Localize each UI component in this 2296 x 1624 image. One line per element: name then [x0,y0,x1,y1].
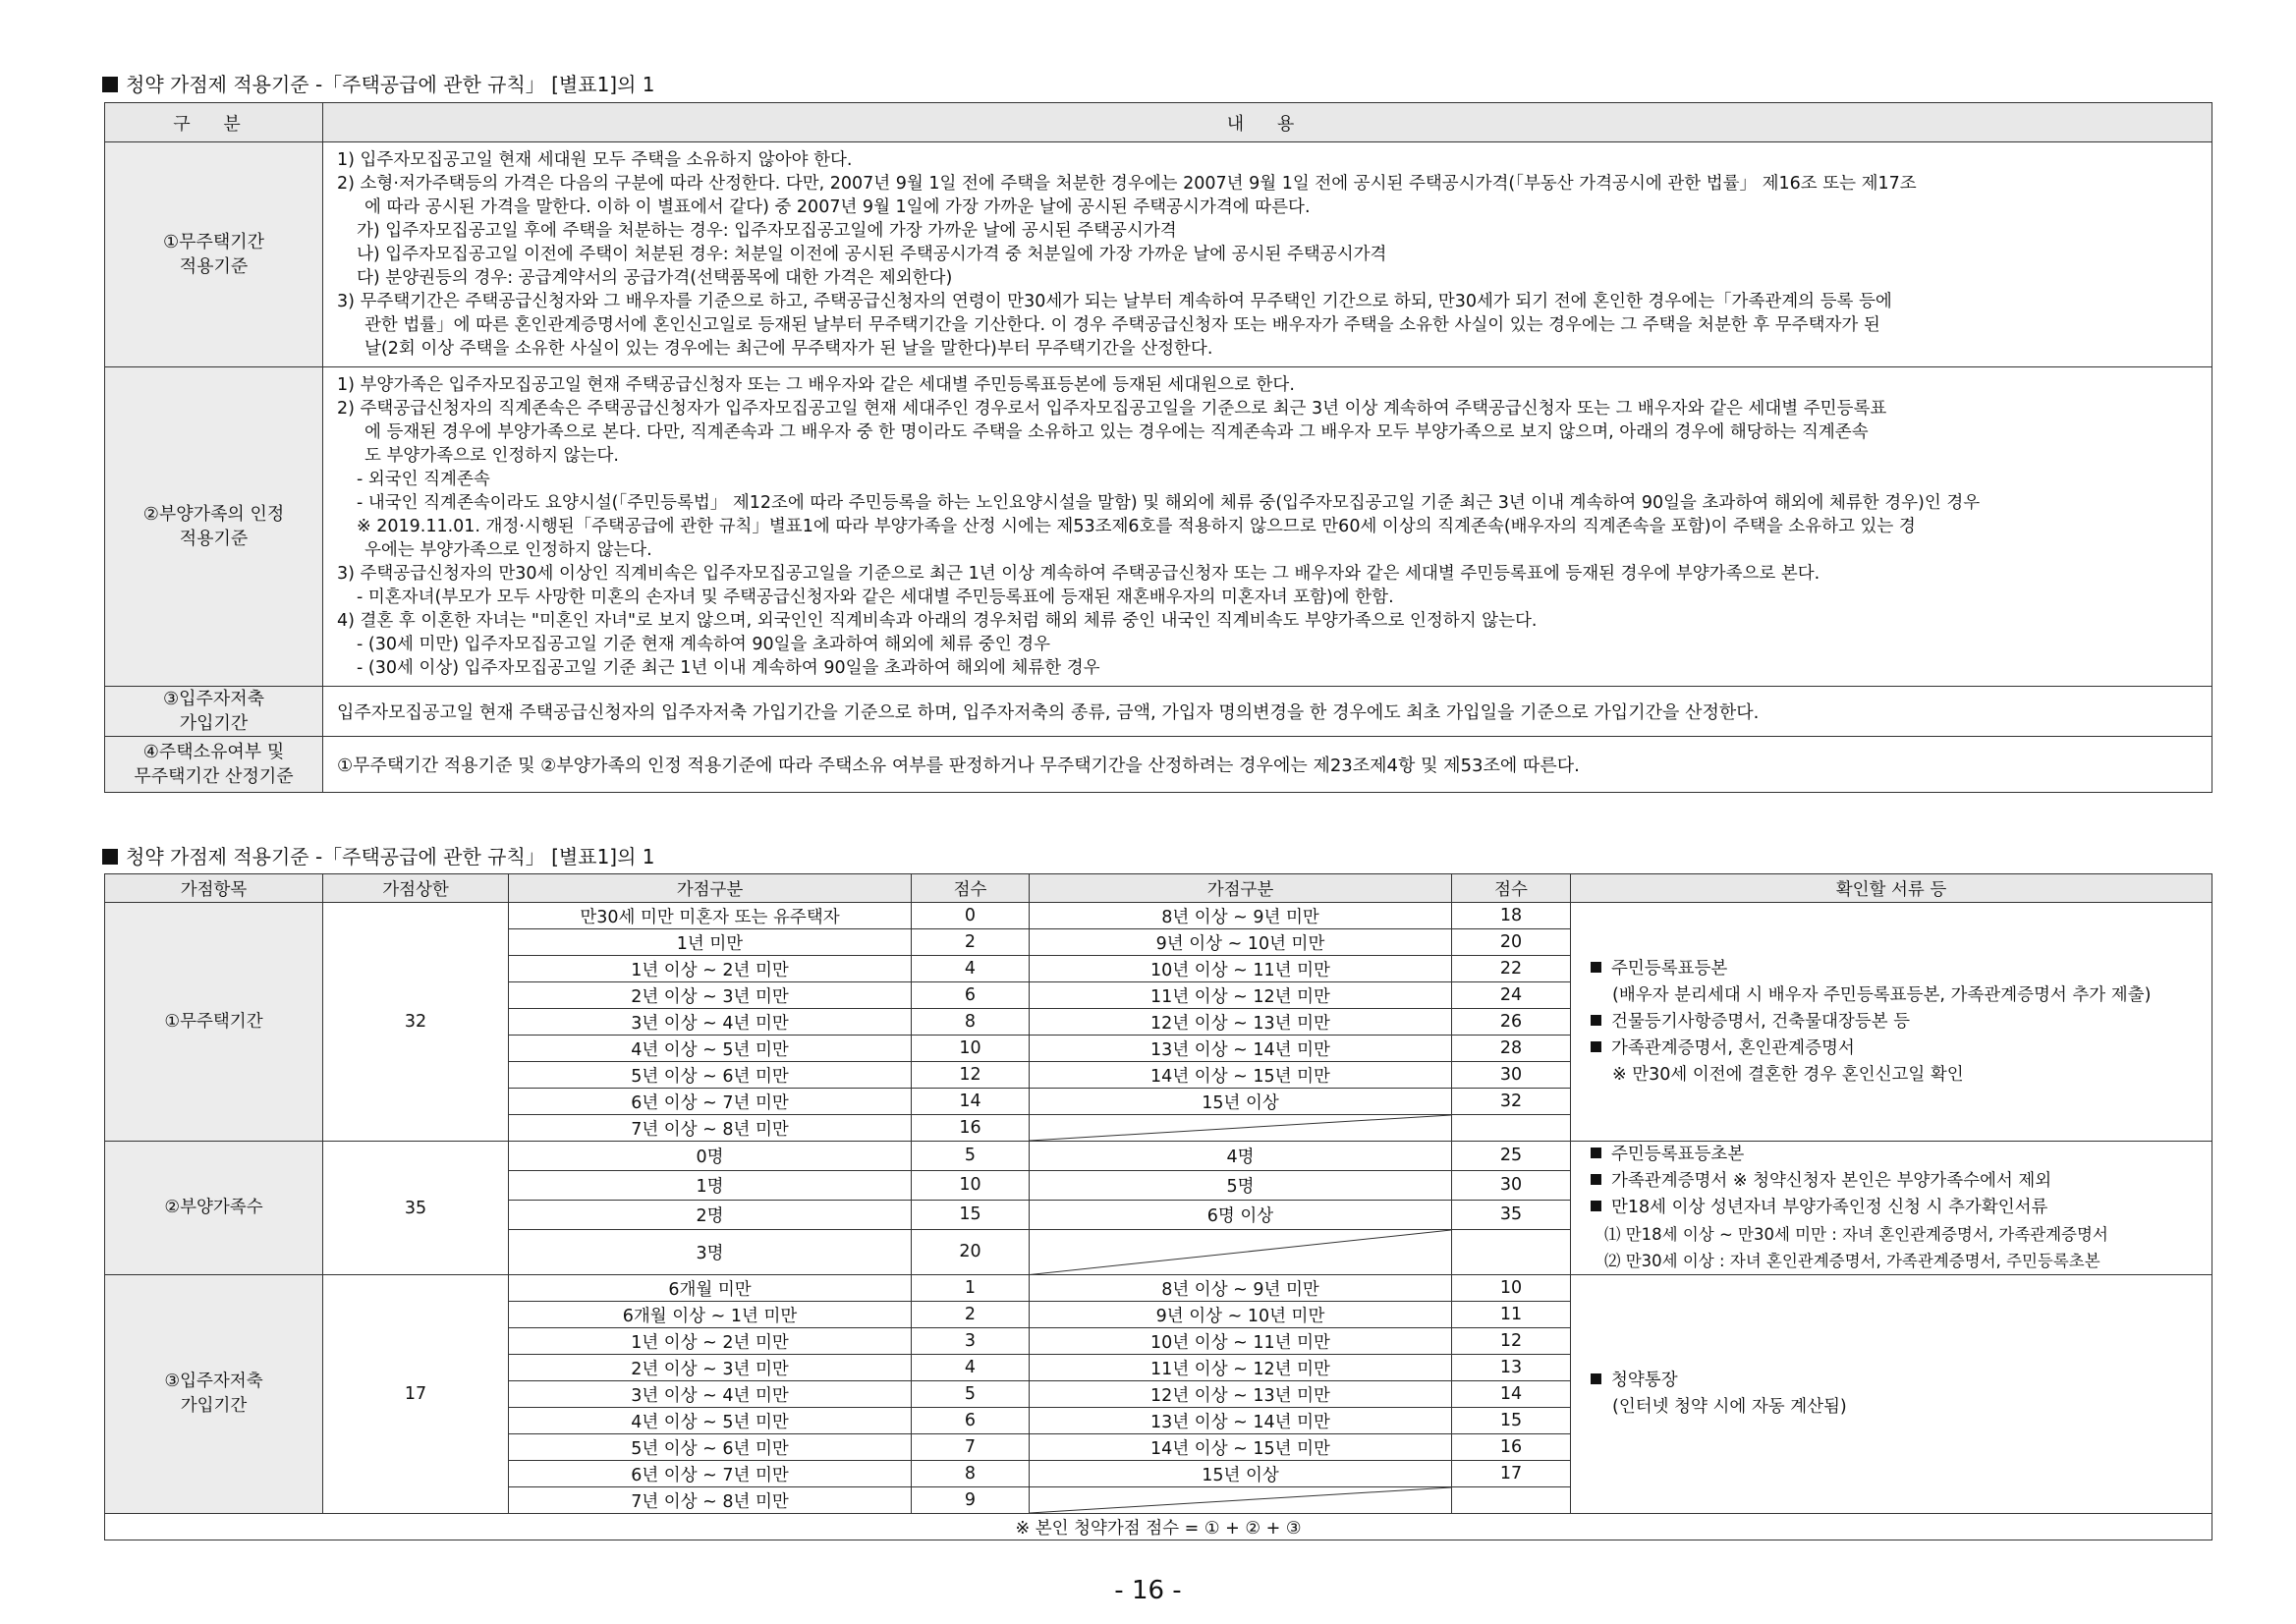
score-right-points: 32 [1452,1089,1571,1115]
document-text: ⑵ 만30세 이상 : 자녀 혼인관계증명서, 가족관계증명서, 주민등록초본 [1604,1252,2100,1270]
score-item [105,903,323,1142]
document-line [1591,1009,2198,1036]
score-item-line: ③입주자저축 [164,1372,263,1391]
score-left-points: 0 [912,903,1030,929]
score-header: 확인할 서류 등 [1571,874,2212,903]
category-line: 적용기준 [179,256,249,277]
document-line [1591,956,2198,982]
score-right-label: 12년 이상 ~ 13년 미만 [1030,1009,1452,1036]
score-right-label: 4명 [1030,1142,1452,1171]
score-left-points: 10 [912,1170,1030,1200]
content-line: 3) 주택공급신청자의 만30세 이상인 직계비속은 입주자모집공고일을 기준으로 최근 1년 이상 계속하여 주택공급신청자 또는 그 배우자와 같은 세대별 주민등록표에 등재된 경우에 부양가족으로 본다. [337,564,1820,584]
criteria-content [323,687,2212,737]
score-right-points: 16 [1452,1434,1571,1461]
score-right-empty-points [1452,1229,1571,1274]
document-line [1591,1142,2198,1168]
score-left-points: 5 [912,1142,1030,1171]
document-line [1591,1062,2198,1089]
content-line: - (30세 이상) 입주자모집공고일 기준 최근 1년 이내 계속하여 90일을 초과하여 해외에 체류한 경우 [357,658,1100,678]
content-line: 에 따라 공시된 가격을 말한다. 이하 이 별표에서 같다) 중 2007년 9월 1일에 가장 가까운 날에 공시된 주택공시가격에 따른다. [364,197,1311,217]
score-header: 점수 [1452,874,1571,903]
document-text: 가족관계증명서, 혼인관계증명서 [1611,1037,1855,1058]
category-line: 무주택기간 산정기준 [134,766,294,787]
content-line: 도 부양가족으로 인정하지 않는다. [364,446,619,466]
score-right-empty [1030,1115,1452,1142]
score-left-points: 6 [912,1408,1030,1434]
score-right-label: 10년 이상 ~ 11년 미만 [1030,956,1452,982]
score-left-label: 7년 이상 ~ 8년 미만 [509,1487,912,1514]
score-left-points: 6 [912,982,1030,1009]
square-bullet-icon [1591,962,1601,973]
square-bullet-icon [1591,1041,1601,1052]
diagonal-slash-icon [1030,1230,1451,1274]
document-line [1591,1036,2198,1062]
document-text: 건물등기사항증명서, 건축물대장등본 등 [1611,1011,1911,1032]
score-item [105,1275,323,1514]
score-left-label: 5년 이상 ~ 6년 미만 [509,1062,912,1089]
criteria-row [105,367,2212,687]
score-header: 가점구분 [1030,874,1452,903]
document-text: 주민등록표등초본 [1611,1145,1745,1164]
score-right-empty [1030,1229,1452,1274]
score-table [104,873,2212,1540]
section2-title [102,841,655,869]
document-text: 청약통장 [1611,1371,1678,1390]
score-left-label: 1명 [509,1170,912,1200]
square-bullet-icon [102,849,118,865]
score-right-label: 14년 이상 ~ 15년 미만 [1030,1062,1452,1089]
score-right-points: 20 [1452,929,1571,956]
document-line [1591,982,2198,1009]
score-right-label: 8년 이상 ~ 9년 미만 [1030,903,1452,929]
criteria-category [105,737,323,793]
score-row [105,903,2212,929]
document-text: 가족관계증명서 ※ 청약신청자 본인은 부양가족수에서 제외 [1611,1171,2052,1191]
document-line [1591,1221,2198,1248]
score-left-label: 3년 이상 ~ 4년 미만 [509,1381,912,1408]
content-line: 1) 입주자모집공고일 현재 세대원 모두 주택을 소유하지 않아야 한다. [337,150,853,170]
content-line: - 외국인 직계존속 [357,470,490,489]
score-right-points: 14 [1452,1381,1571,1408]
square-bullet-icon [102,77,118,92]
category-line: ②부양가족의 인정 [142,504,285,525]
content-line: - 미혼자녀(부모가 모두 사망한 미혼의 손자녀 및 주택공급신청자와 같은 세대별 주민등록표에 등재된 재혼배우자의 미혼자녀 포함)에 한함. [357,588,1394,607]
score-right-points: 18 [1452,903,1571,929]
score-item-line: ①무주택기간 [164,1011,263,1032]
square-bullet-icon [1591,1373,1601,1384]
score-left-points: 5 [912,1381,1030,1408]
score-right-empty-points [1452,1115,1571,1142]
header-category: 구 분 [105,103,323,142]
score-right-label: 11년 이상 ~ 12년 미만 [1030,1355,1452,1381]
content-line: 다) 분양권등의 경우: 공급계약서의 공급가격(선택품목에 대한 가격은 제외한다) [357,268,953,288]
document-line [1591,1368,2198,1394]
category-line: ③입주자저축 [162,689,265,709]
score-right-empty [1030,1487,1452,1514]
score-left-points: 4 [912,1355,1030,1381]
page-number: - 16 - [1114,1576,1182,1605]
content-line: 1) 부양가족은 입주자모집공고일 현재 주택공급신청자 또는 그 배우자와 같은 세대별 주민등록표등본에 등재된 세대원으로 한다. [337,375,1295,395]
score-item-line: 가입기간 [180,1396,248,1416]
content-line: 우에는 부양가족으로 인정하지 않는다. [364,540,652,560]
documents-cell [1571,1142,2212,1275]
score-max: 17 [323,1275,509,1514]
score-left-points: 1 [912,1275,1030,1302]
score-left-label: 2년 이상 ~ 3년 미만 [509,982,912,1009]
section2-title-text: 청약 가점제 적용기준 -「주택공급에 관한 규칙」 [별표1]의 1 [126,845,655,868]
score-left-points: 2 [912,929,1030,956]
document-text: (배우자 분리세대 시 배우자 주민등록표등본, 가족관계증명서 추가 제출) [1612,984,2152,1005]
score-right-points: 25 [1452,1142,1571,1171]
score-left-label: 7년 이상 ~ 8년 미만 [509,1115,912,1142]
score-footer-row [105,1514,2212,1540]
score-left-points: 2 [912,1302,1030,1328]
score-left-label: 4년 이상 ~ 5년 미만 [509,1408,912,1434]
square-bullet-icon [1591,1015,1601,1026]
score-left-label: 6개월 이상 ~ 1년 미만 [509,1302,912,1328]
score-left-points: 20 [912,1229,1030,1274]
score-footer: ※ 본인 청약가점 점수 = ① + ② + ③ [105,1514,2212,1540]
score-left-label: 1년 이상 ~ 2년 미만 [509,1328,912,1355]
content-line: 3) 무주택기간은 주택공급신청자와 그 배우자를 기준으로 하고, 주택공급신청자의 연령이 만30세가 되는 날부터 계속하여 무주택인 기간으로 하되, 만30세가 되기 전에 혼인한 경우에는「가족관계의 등록 등에 [337,292,1892,311]
score-right-label: 13년 이상 ~ 14년 미만 [1030,1036,1452,1062]
score-left-label: 6개월 미만 [509,1275,912,1302]
score-header: 가점항목 [105,874,323,903]
content-line: - (30세 미만) 입주자모집공고일 기준 현재 계속하여 90일을 초과하여 해외에 체류 중인 경우 [357,635,1051,654]
document-line [1591,1168,2198,1195]
content-line: 2) 주택공급신청자의 직계존속은 주택공급신청자가 입주자모집공고일 현재 세대주인 경우로서 입주자모집공고일을 기준으로 최근 3년 이상 계속하여 주택공급신청자 또는 그 배우자와 같은 세대별 주민등록표 [337,399,1887,419]
criteria-content [323,142,2212,367]
score-left-label: 2년 이상 ~ 3년 미만 [509,1355,912,1381]
document-text: 주민등록표등본 [1611,958,1728,979]
criteria-category [105,687,323,737]
criteria-row [105,687,2212,737]
score-left-points: 3 [912,1328,1030,1355]
criteria-category [105,367,323,687]
score-left-label: 4년 이상 ~ 5년 미만 [509,1036,912,1062]
score-right-points: 28 [1452,1036,1571,1062]
score-right-label: 15년 이상 [1030,1089,1452,1115]
document-text: (인터넷 청약 시에 자동 계산됨) [1612,1397,1847,1417]
header-content: 내 용 [323,103,2212,142]
document-line [1591,1394,2198,1421]
score-left-points: 4 [912,956,1030,982]
score-right-points: 24 [1452,982,1571,1009]
score-left-label: 3년 이상 ~ 4년 미만 [509,1009,912,1036]
score-right-points: 30 [1452,1062,1571,1089]
score-right-points: 26 [1452,1009,1571,1036]
score-right-points: 12 [1452,1328,1571,1355]
score-right-points: 15 [1452,1408,1571,1434]
score-right-label: 12년 이상 ~ 13년 미만 [1030,1381,1452,1408]
section1-title [102,69,655,97]
content-line: - 내국인 직계존속이라도 요양시설(「주민등록법」 제12조에 따라 주민등록을 하는 노인요양시설을 말함) 및 해외에 체류 중(입주자모집공고일 기준 최근 3년 이내 계속하여 90일을 초과하여 해외에 체류한 경우)인 경우 [357,493,1981,513]
score-left-label: 3명 [509,1229,912,1274]
score-right-points: 17 [1452,1461,1571,1487]
content-line: 4) 결혼 후 이혼한 자녀는 "미혼인 자녀"로 보지 않으며, 외국인인 직계비속과 아래의 경우처럼 해외 체류 중인 내국인 직계비속도 부양가족으로 인정하지 않는다. [337,611,1538,631]
score-left-label: 6년 이상 ~ 7년 미만 [509,1461,912,1487]
score-right-empty-points [1452,1487,1571,1514]
content-line: ①무주택기간 적용기준 및 ②부양가족의 인정 적용기준에 따라 주택소유 여부를 판정하거나 무주택기간을 산정하려는 경우에는 제23조제4항 및 제53조에 따른다. [337,756,1580,776]
score-left-label: 6년 이상 ~ 7년 미만 [509,1089,912,1115]
score-right-label: 9년 이상 ~ 10년 미만 [1030,1302,1452,1328]
score-right-points: 13 [1452,1355,1571,1381]
score-row [105,1142,2212,1171]
category-line: ④주택소유여부 및 [142,742,285,762]
content-line: 가) 입주자모집공고일 후에 주택을 처분하는 경우: 입주자모집공고일에 가장 가까운 날에 공시된 주택공시가격 [357,221,1177,241]
score-header: 가점구분 [509,874,912,903]
score-max: 35 [323,1142,509,1275]
score-right-label: 5명 [1030,1170,1452,1200]
score-left-points: 10 [912,1036,1030,1062]
score-left-label: 만30세 미만 미혼자 또는 유주택자 [509,903,912,929]
score-left-points: 7 [912,1434,1030,1461]
score-right-points: 10 [1452,1275,1571,1302]
score-row [105,1275,2212,1302]
score-right-label: 13년 이상 ~ 14년 미만 [1030,1408,1452,1434]
document-text: ⑴ 만18세 이상 ~ 만30세 미만 : 자녀 혼인관계증명서, 가족관계증명서 [1604,1225,2108,1244]
content-line: 나) 입주자모집공고일 이전에 주택이 처분된 경우: 처분일 이전에 공시된 주택공시가격 중 처분일에 가장 가까운 날에 공시된 주택공시가격 [357,245,1387,264]
score-left-points: 15 [912,1200,1030,1229]
score-header: 가점상한 [323,874,509,903]
score-right-points: 30 [1452,1170,1571,1200]
category-line: ①무주택기간 [162,232,265,252]
score-right-points: 35 [1452,1200,1571,1229]
score-header: 점수 [912,874,1030,903]
score-right-points: 11 [1452,1302,1571,1328]
score-left-points: 16 [912,1115,1030,1142]
score-right-label: 11년 이상 ~ 12년 미만 [1030,982,1452,1009]
document-line [1591,1248,2198,1274]
score-left-points: 14 [912,1089,1030,1115]
criteria-category [105,142,323,367]
square-bullet-icon [1591,1148,1601,1158]
section1-title-text: 청약 가점제 적용기준 -「주택공급에 관한 규칙」 [별표1]의 1 [126,73,655,96]
score-left-points: 12 [912,1062,1030,1089]
score-max: 32 [323,903,509,1142]
content-line: 입주자모집공고일 현재 주택공급신청자의 입주자저축 가입기간을 기준으로 하며, 입주자저축의 종류, 금액, 가입자 명의변경을 한 경우에도 최초 가입일을 기준으로 가입기간을 산정한다. [337,702,1760,723]
score-right-label: 15년 이상 [1030,1461,1452,1487]
diagonal-slash-icon [1030,1487,1451,1513]
content-line: 날(2회 이상 주택을 소유한 사실이 있는 경우에는 최근에 무주택자가 된 날을 말한다)부터 무주택기간을 산정한다. [364,339,1213,359]
document-text: 만18세 이상 성년자녀 부양가족인정 신청 시 추가확인서류 [1611,1198,2048,1217]
documents-cell [1571,903,2212,1142]
score-left-label: 1년 이상 ~ 2년 미만 [509,956,912,982]
score-left-label: 2명 [509,1200,912,1229]
document-text: ※ 만30세 이전에 결혼한 경우 혼인신고일 확인 [1612,1064,1964,1085]
criteria-content [323,737,2212,793]
criteria-row [105,737,2212,793]
category-line: 가입기간 [179,713,249,734]
square-bullet-icon [1591,1174,1601,1185]
content-line: 에 등재된 경우에 부양가족으로 본다. 다만, 직계존속과 그 배우자 중 한 명이라도 주택을 소유하고 있는 경우에는 직계존속과 그 배우자 모두 부양가족으로 보지 않으며, 아래의 경우에 해당하는 직계존속 [364,422,1869,442]
score-left-label: 0명 [509,1142,912,1171]
score-left-label: 1년 미만 [509,929,912,956]
score-left-points: 8 [912,1009,1030,1036]
score-right-label: 9년 이상 ~ 10년 미만 [1030,929,1452,956]
category-line: 적용기준 [179,529,249,549]
score-right-label: 10년 이상 ~ 11년 미만 [1030,1328,1452,1355]
criteria-table [104,102,2212,793]
criteria-content [323,367,2212,687]
score-left-points: 9 [912,1487,1030,1514]
score-item [105,1142,323,1275]
square-bullet-icon [1591,1201,1601,1211]
document-line [1591,1195,2198,1221]
score-right-label: 14년 이상 ~ 15년 미만 [1030,1434,1452,1461]
score-right-label: 8년 이상 ~ 9년 미만 [1030,1275,1452,1302]
documents-cell [1571,1275,2212,1514]
score-item-line: ②부양가족수 [164,1198,263,1217]
content-line: 2) 소형·저가주택등의 가격은 다음의 구분에 따라 산정한다. 다만, 2007년 9월 1일 전에 주택을 처분한 경우에는 2007년 9월 1일 전에 공시된 주택공시가격(「부동산 가격공시에 관한 법률」 제16조 또는 제17조 [337,174,1917,194]
score-right-points: 22 [1452,956,1571,982]
score-left-points: 8 [912,1461,1030,1487]
content-line: ※ 2019.11.01. 개정·시행된「주택공급에 관한 규칙」별표1에 따라 부양가족을 산정 시에는 제53조제6호를 적용하지 않으므로 만60세 이상의 직계존속(배우자의 직계존속을 포함)이 주택을 소유하고 있는 경 [357,517,1916,536]
content-line: 관한 법률」에 따른 혼인관계증명서에 혼인신고일로 등재된 날부터 무주택기간을 기산한다. 이 경우 주택공급신청자 또는 배우자가 주택을 소유한 사실이 있는 경우에는 그 주택을 처분한 후 무주택자가 된 [364,315,1880,335]
score-left-label: 5년 이상 ~ 6년 미만 [509,1434,912,1461]
criteria-row [105,142,2212,367]
score-right-label: 6명 이상 [1030,1200,1452,1229]
diagonal-slash-icon [1030,1115,1451,1141]
